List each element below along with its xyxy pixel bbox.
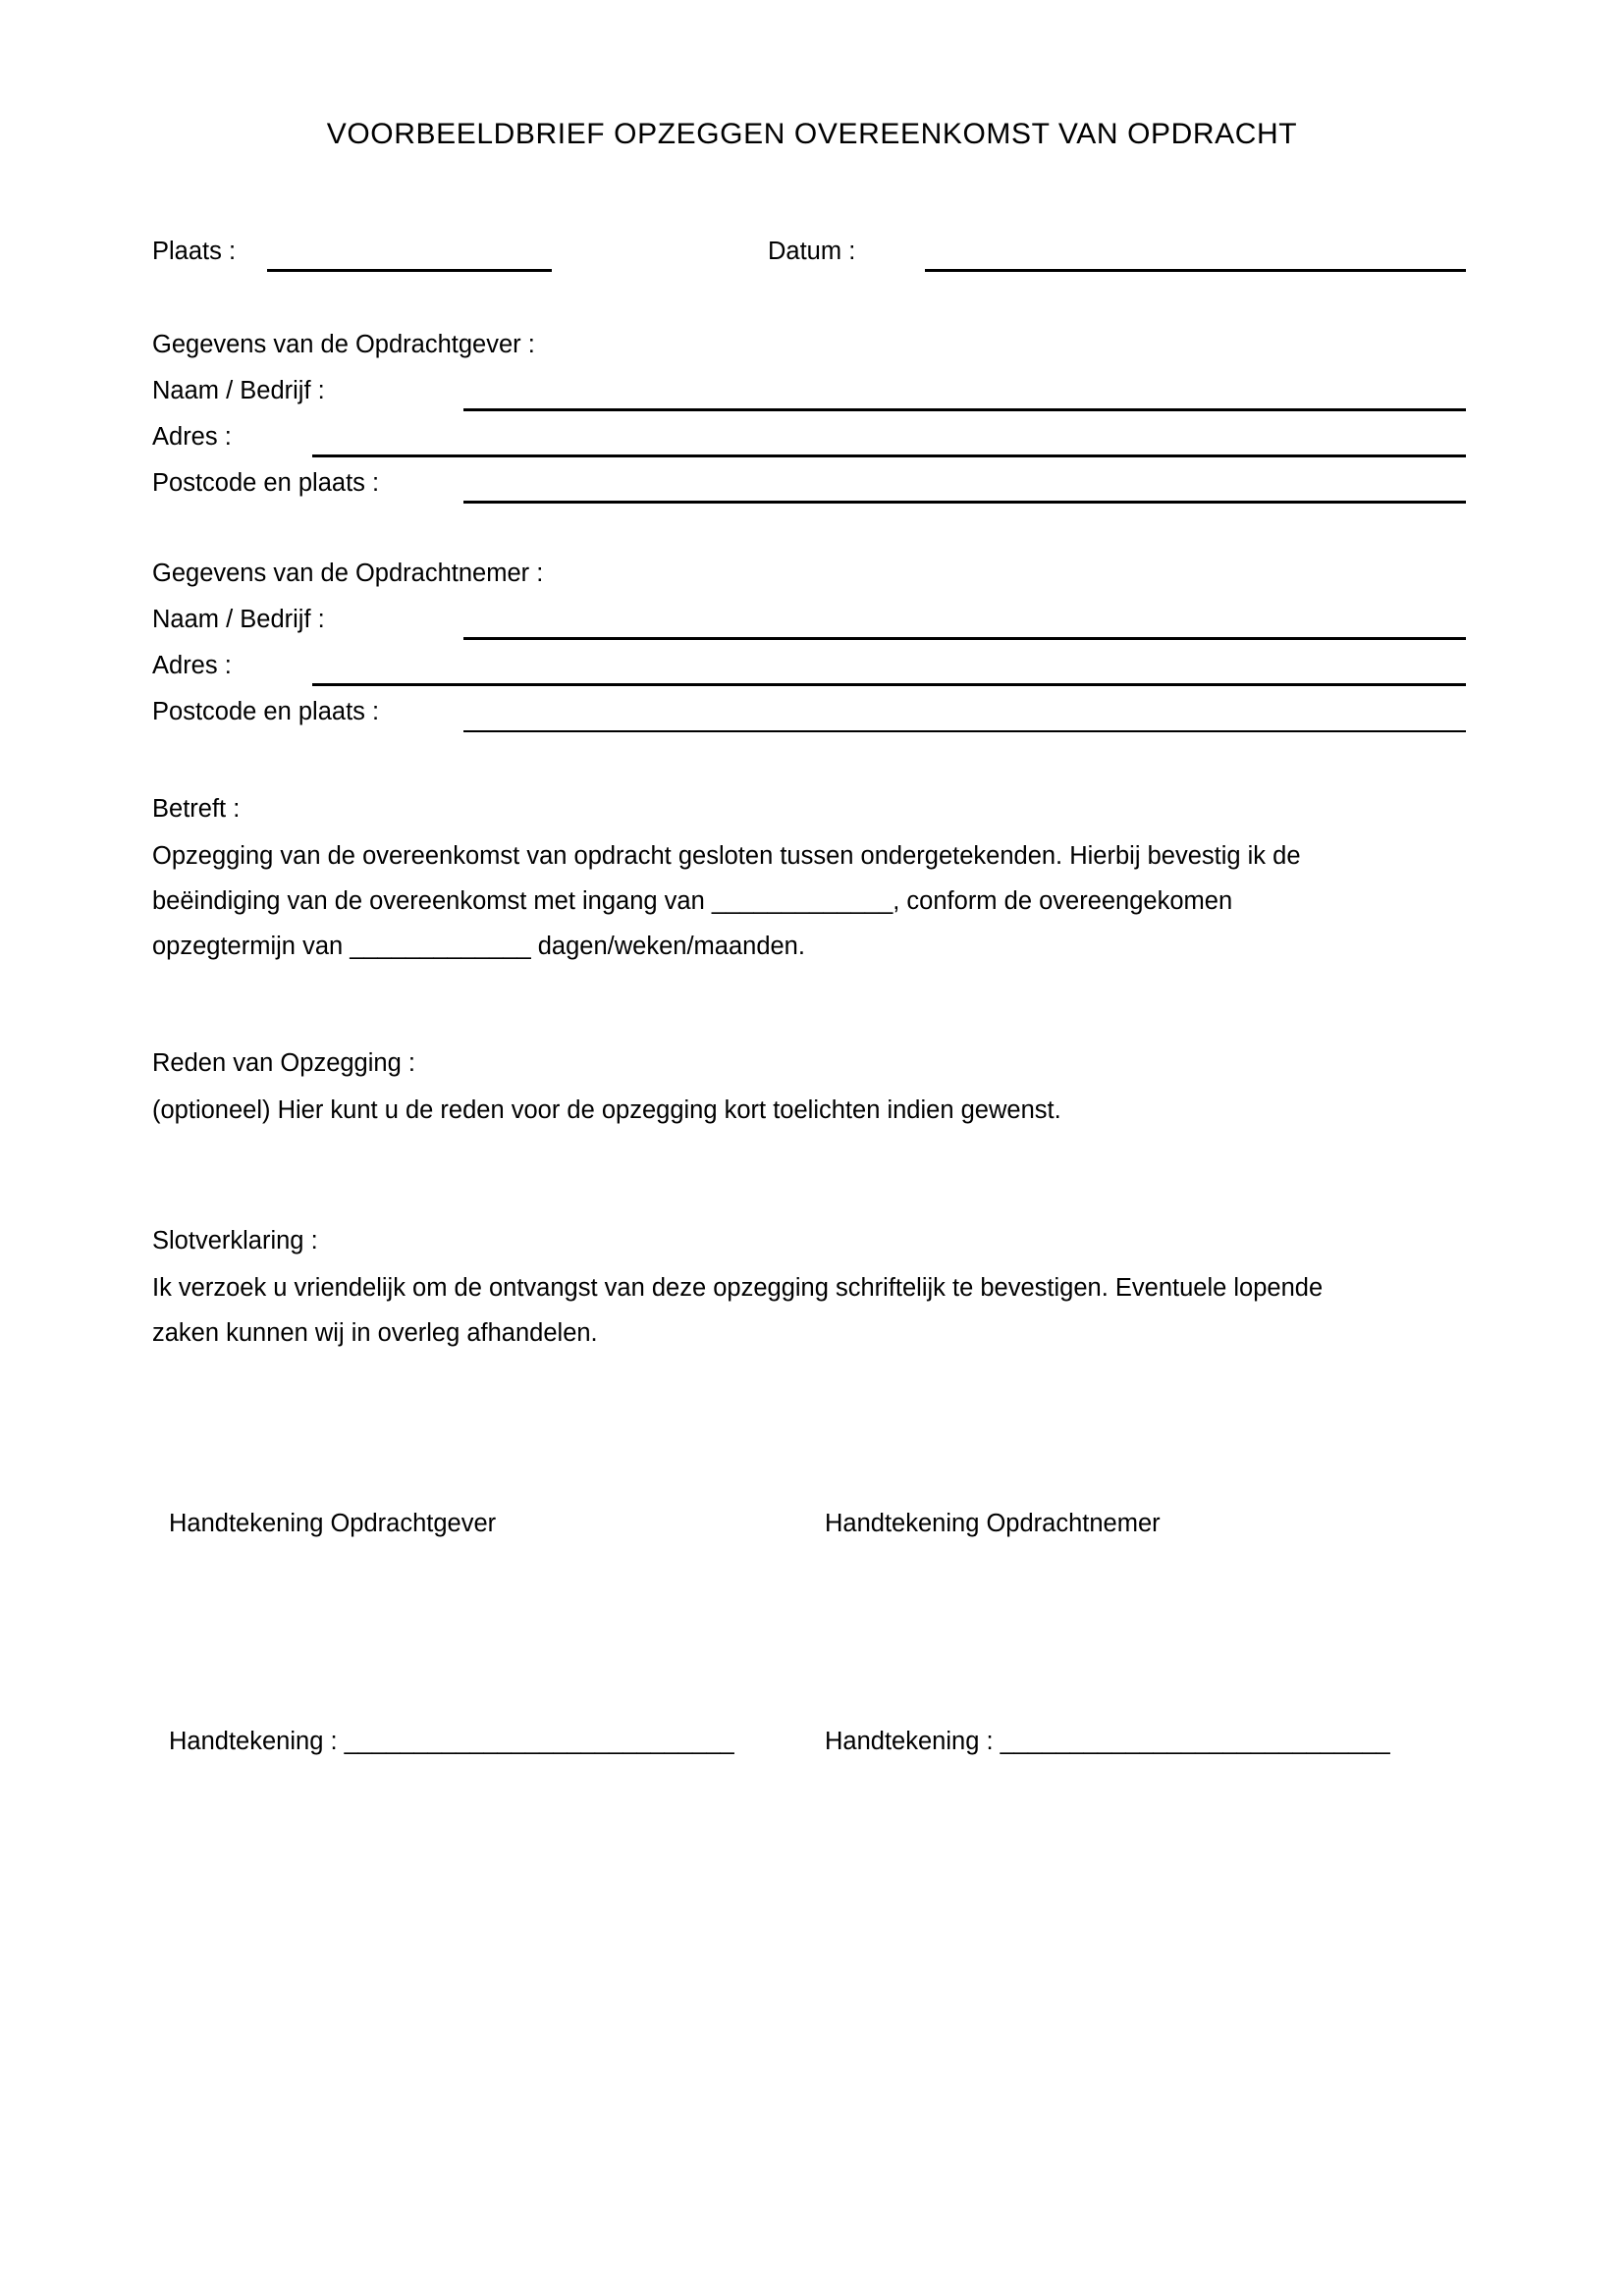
signature-field-contractor xyxy=(825,1726,1390,1757)
subject-line-2-text-a: beëindiging van de overeenkomst met ingang van xyxy=(152,887,712,915)
contractor-name-rule[interactable] xyxy=(463,637,1466,640)
reason-heading: Reden van Opzegging : xyxy=(152,1049,415,1077)
subject-line-3 xyxy=(152,924,1473,969)
closing-body xyxy=(152,1265,1473,1356)
subject-line-2 xyxy=(152,879,1473,924)
date-input-rule[interactable] xyxy=(925,269,1466,272)
signature-field-client-blank[interactable]: ____________________________ xyxy=(344,1728,734,1755)
client-postcode-rule[interactable] xyxy=(463,501,1466,504)
signature-caption-client: Handtekening Opdrachtgever xyxy=(169,1510,497,1537)
contractor-postcode-rule[interactable] xyxy=(463,730,1466,732)
contractor-name-label: Naam / Bedrijf : xyxy=(152,606,325,633)
signature-field-contractor-label: Handtekening : xyxy=(825,1728,1001,1755)
signature-caption-contractor: Handtekening Opdrachtnemer xyxy=(825,1510,1161,1537)
signature-field-client xyxy=(169,1726,734,1757)
signature-field-client-label: Handtekening : xyxy=(169,1728,345,1755)
client-block-heading: Gegevens van de Opdrachtgever : xyxy=(152,331,535,358)
contractor-block-heading: Gegevens van de Opdrachtnemer : xyxy=(152,560,544,587)
subject-line-1: Opzegging van de overeenkomst van opdracht gesloten tussen ondergetekenden. Hierbij bevestig ik de xyxy=(152,842,1301,870)
subject-line-3-text-b: dagen/weken/maanden. xyxy=(530,933,805,960)
client-address-rule[interactable] xyxy=(312,454,1466,457)
place-input-rule[interactable] xyxy=(267,269,552,272)
contractor-postcode-label: Postcode en plaats : xyxy=(152,698,380,725)
closing-line-2: zaken kunnen wij in overleg afhandelen. xyxy=(152,1319,598,1347)
contractor-address-label: Adres : xyxy=(152,652,232,679)
page-title: VOORBEELDBRIEF OPZEGGEN OVEREENKOMST VAN OPDRACHT xyxy=(326,118,1298,150)
subject-line-2-text-b: , conform de overeengekomen xyxy=(893,887,1233,915)
client-name-label: Naam / Bedrijf : xyxy=(152,377,325,404)
subject-body xyxy=(152,833,1473,969)
place-label: Plaats : xyxy=(152,238,237,265)
closing-heading: Slotverklaring : xyxy=(152,1227,318,1255)
subject-heading: Betreft : xyxy=(152,795,241,823)
contractor-address-rule[interactable] xyxy=(312,683,1466,686)
client-name-rule[interactable] xyxy=(463,408,1466,411)
closing-line-1: Ik verzoek u vriendelijk om de ontvangst van deze opzegging schriftelijk te bevestigen. Eventuele lopende xyxy=(152,1274,1324,1302)
client-address-label: Adres : xyxy=(152,423,232,451)
subject-line-3-text-a: opzegtermijn van xyxy=(152,933,351,960)
client-postcode-label: Postcode en plaats : xyxy=(152,469,380,497)
effective-date-blank[interactable]: _____________ xyxy=(711,887,893,915)
date-label: Datum : xyxy=(768,238,856,265)
signature-field-contractor-blank[interactable]: ____________________________ xyxy=(1000,1728,1390,1755)
notice-period-blank[interactable]: _____________ xyxy=(350,933,531,960)
reason-body[interactable]: (optioneel) Hier kunt u de reden voor de opzegging kort toelichten indien gewenst. xyxy=(152,1096,1061,1124)
